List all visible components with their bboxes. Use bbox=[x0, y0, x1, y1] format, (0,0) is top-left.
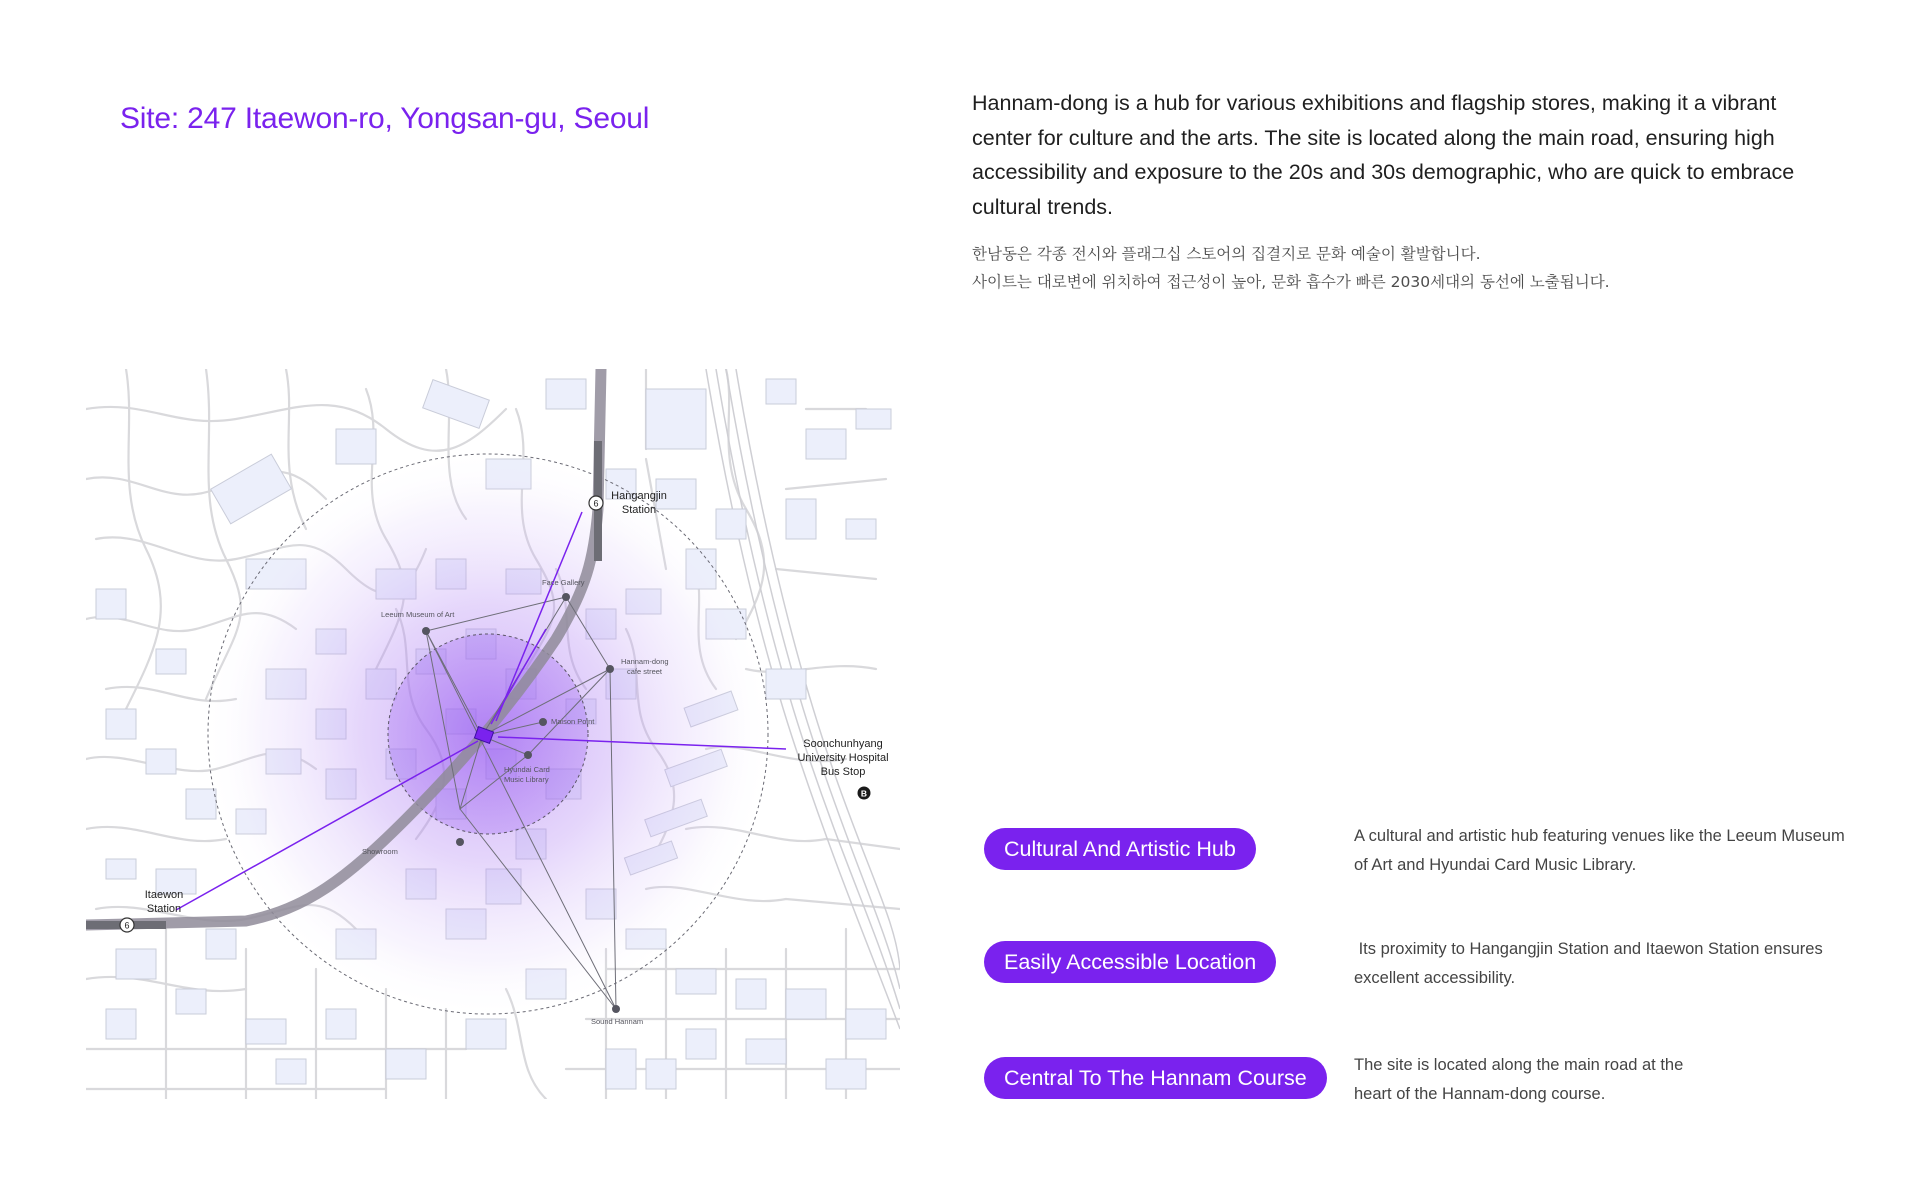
bus-stop-label-3: Bus Stop bbox=[820, 766, 866, 778]
venue-dot-showroom bbox=[456, 838, 464, 846]
venue-dot-hyundai-card bbox=[524, 751, 532, 759]
feature-pill-hannam-course: Central To The Hannam Course bbox=[984, 1057, 1327, 1099]
intro-block bbox=[972, 86, 1832, 296]
venue-dot-face-gallery bbox=[562, 593, 570, 601]
site-title: Site: 247 Itaewon-ro, Yongsan-gu, Seoul bbox=[120, 102, 650, 136]
hangangjin-label-1: Hangangjin bbox=[611, 490, 667, 502]
feature-hannam-course bbox=[984, 1057, 1864, 1127]
venue-label-hyundai-card-1: Hyundai Card bbox=[504, 765, 550, 774]
venue-label-cafe-street-1: Hannam-dong bbox=[621, 657, 669, 666]
venue-label-face-gallery: Face Gallery bbox=[542, 578, 585, 587]
line-6-badge-text-itaewon: 6 bbox=[124, 920, 130, 931]
venue-label-showroom: Showroom bbox=[362, 847, 398, 856]
feature-cultural-hub bbox=[984, 828, 1864, 898]
venue-label-maison-point: Maison Point bbox=[551, 717, 595, 726]
bus-badge-text: B bbox=[860, 788, 868, 799]
venue-dot-sound-hannam bbox=[612, 1005, 620, 1013]
feature-pill-accessible-location: Easily Accessible Location bbox=[984, 941, 1276, 983]
site-map bbox=[86, 369, 900, 1099]
soonchunhyang-bus-stop bbox=[797, 738, 888, 800]
venue-dot-leeum bbox=[422, 627, 430, 635]
venue-dot-maison-point bbox=[539, 718, 547, 726]
venue-label-leeum: Leeum Museum of Art bbox=[381, 610, 455, 619]
venue-label-sound-hannam: Sound Hannam bbox=[591, 1017, 644, 1026]
line-6-badge-text-hangangjin: 6 bbox=[593, 498, 599, 509]
bus-stop-label-1: Soonchunhyang bbox=[803, 738, 883, 750]
venue-label-cafe-street-2: cafe street bbox=[627, 667, 663, 676]
venue-dot-cafe-street bbox=[606, 665, 614, 673]
hangangjin-label-2: Station bbox=[621, 504, 657, 516]
intro-korean-line-1: 한남동은 각종 전시와 플래그십 스토어의 집결지로 문화 예술이 활발합니다. bbox=[972, 245, 1481, 263]
itaewon-label-2: Station bbox=[146, 903, 182, 915]
intro-korean-line-2: 사이트는 대로변에 위치하여 접근성이 높아, 문화 흡수가 빠른 2030세대의 동선에 노출됩니다. bbox=[972, 273, 1610, 291]
feature-desc-hannam-course: The site is located along the main road at the heart of the Hannam-dong course. bbox=[1354, 1056, 1684, 1103]
feature-accessible-location bbox=[984, 941, 1864, 1011]
itaewon-label-1: Itaewon bbox=[144, 889, 184, 901]
intro-english: Hannam-dong is a hub for various exhibitions and flagship stores, making it a vibrant center for culture and the arts. The site is located along the main road, ensuring high accessibility and exposure to the 20s and 30s demographic, who are quick to embrace cultural trends. bbox=[972, 91, 1795, 219]
intro-korean bbox=[972, 240, 1832, 296]
bus-stop-label-2: University Hospital bbox=[797, 752, 889, 764]
feature-desc-accessible-location: Its proximity to Hangangjin Station and Itaewon Station ensures excellent accessibility. bbox=[1354, 940, 1828, 987]
feature-pill-cultural-hub: Cultural And Artistic Hub bbox=[984, 828, 1256, 870]
venue-label-hyundai-card-2: Music Library bbox=[504, 775, 549, 784]
feature-desc-cultural-hub: A cultural and artistic hub featuring venues like the Leeum Museum of Art and Hyundai Card Music Library. bbox=[1354, 827, 1845, 874]
